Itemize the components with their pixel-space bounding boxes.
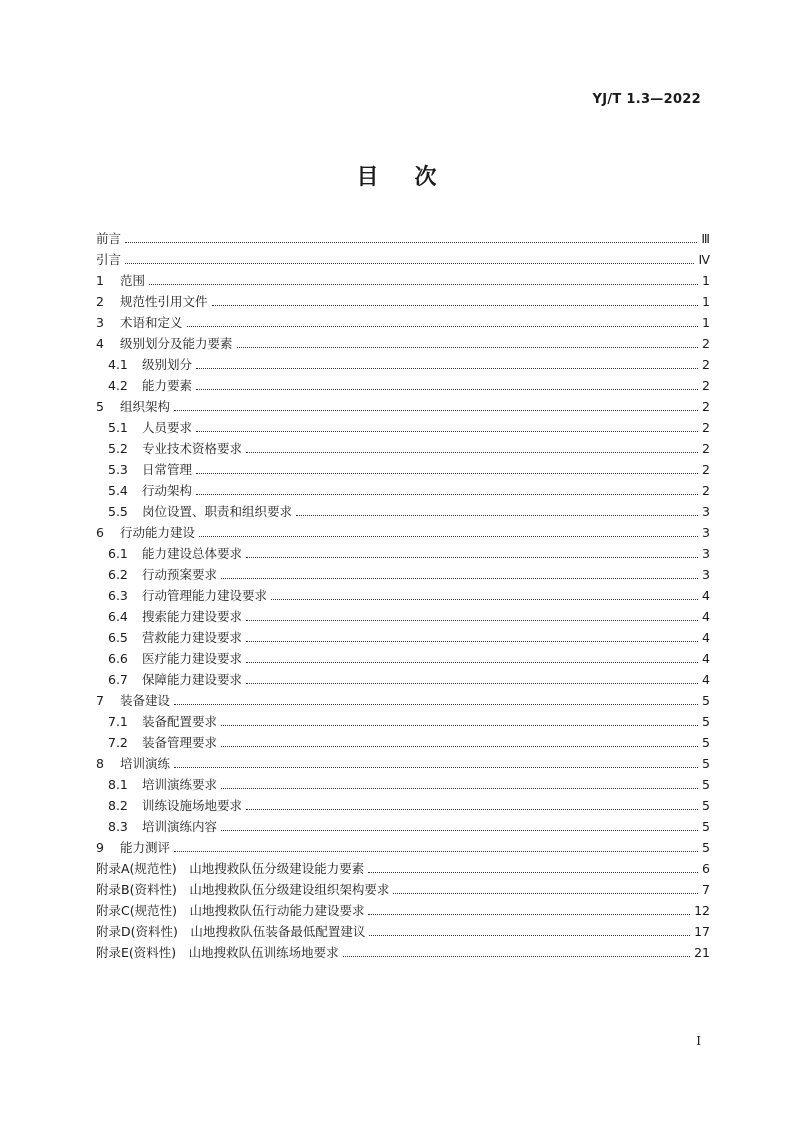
toc-entry-title: 日常管理 bbox=[142, 462, 193, 477]
toc-entry[interactable] bbox=[96, 331, 710, 352]
toc-entry[interactable] bbox=[96, 898, 710, 919]
dot-leader bbox=[246, 682, 698, 684]
toc-entry[interactable] bbox=[96, 877, 710, 898]
toc-entry-page: 4 bbox=[702, 672, 710, 687]
toc-entry-number: 6 bbox=[96, 525, 104, 540]
toc-entry[interactable] bbox=[96, 415, 710, 436]
dot-leader bbox=[221, 577, 698, 579]
toc-entry[interactable] bbox=[96, 289, 710, 310]
toc-entry-title: 人员要求 bbox=[142, 420, 193, 435]
toc-entry-page: 2 bbox=[702, 336, 710, 351]
toc-entry-title: 能力要素 bbox=[142, 378, 193, 393]
toc-entry-title: 术语和定义 bbox=[120, 315, 183, 330]
toc-entry-title: 培训演练 bbox=[120, 756, 171, 771]
toc-entry-page: 2 bbox=[702, 462, 710, 477]
toc-entry[interactable] bbox=[96, 646, 710, 667]
toc-entry-page: 2 bbox=[702, 441, 710, 456]
toc-entry-title: 行动能力建设 bbox=[120, 525, 196, 540]
toc-entry-title: 能力测评 bbox=[120, 840, 171, 855]
toc-entry-page: 1 bbox=[702, 315, 710, 330]
toc-entry[interactable] bbox=[96, 520, 710, 541]
toc-entry[interactable] bbox=[96, 730, 710, 751]
toc-entry-page: 5 bbox=[702, 819, 710, 834]
dot-leader bbox=[221, 745, 698, 747]
toc-entry-page: 1 bbox=[702, 294, 710, 309]
toc-entry-number: 6.2 bbox=[108, 567, 128, 582]
toc-entry-page: 2 bbox=[702, 399, 710, 414]
toc-entry-number: 1 bbox=[96, 273, 104, 288]
toc-entry-number: 6.3 bbox=[108, 588, 128, 603]
toc-entry-title: 专业技术资格要求 bbox=[142, 441, 243, 456]
toc-entry[interactable] bbox=[96, 751, 710, 772]
dot-leader bbox=[221, 724, 698, 726]
toc-entry-title: 范围 bbox=[120, 273, 146, 288]
toc-entry[interactable] bbox=[96, 394, 710, 415]
toc-entry-title: 保障能力建设要求 bbox=[142, 672, 243, 687]
toc-entry[interactable] bbox=[96, 835, 710, 856]
toc-entry[interactable] bbox=[96, 772, 710, 793]
toc-entry-number: 5.3 bbox=[108, 462, 128, 477]
toc-entry-number: 6.1 bbox=[108, 546, 128, 561]
dot-leader bbox=[221, 829, 698, 831]
toc-entry-title: 行动管理能力建设要求 bbox=[142, 588, 268, 603]
toc-entry-title: 附录B(资料性) 山地搜救队伍分级建设组织架构要求 bbox=[96, 882, 390, 897]
toc-entry-number: 8.2 bbox=[108, 798, 128, 813]
toc-entry-page: 12 bbox=[694, 903, 710, 918]
toc-entry-page: 7 bbox=[702, 882, 710, 897]
dot-leader bbox=[196, 388, 698, 390]
toc-entry-number: 7.1 bbox=[108, 714, 128, 729]
toc-entry-page: 4 bbox=[702, 630, 710, 645]
toc-entry-title: 行动架构 bbox=[142, 483, 193, 498]
toc-entry[interactable] bbox=[96, 478, 710, 499]
toc-entry-title: 前言 bbox=[96, 231, 122, 246]
dot-leader bbox=[246, 451, 698, 453]
toc-entry-page: 2 bbox=[702, 378, 710, 393]
toc-entry-page: 5 bbox=[702, 735, 710, 750]
toc-entry-page: 17 bbox=[694, 924, 710, 939]
toc-entry-page: 4 bbox=[702, 651, 710, 666]
toc-entry-page: Ⅲ bbox=[701, 231, 710, 246]
toc-entry-page: 5 bbox=[702, 756, 710, 771]
toc-entry[interactable] bbox=[96, 814, 710, 835]
dot-leader bbox=[246, 808, 698, 810]
dot-leader bbox=[237, 346, 698, 348]
toc-entry-page: 3 bbox=[702, 504, 710, 519]
toc-entry-number: 6.7 bbox=[108, 672, 128, 687]
toc-entry[interactable] bbox=[96, 541, 710, 562]
toc-entry-number: 4 bbox=[96, 336, 104, 351]
toc-entry-title: 附录D(资料性) 山地搜救队伍装备最低配置建议 bbox=[96, 924, 366, 939]
toc-entry[interactable] bbox=[96, 667, 710, 688]
toc-entry-title: 装备建设 bbox=[120, 693, 171, 708]
toc-entry[interactable] bbox=[96, 793, 710, 814]
toc-entry-page: 6 bbox=[702, 861, 710, 876]
toc-entry-title: 营救能力建设要求 bbox=[142, 630, 243, 645]
toc-entry-number: 5.1 bbox=[108, 420, 128, 435]
toc-entry-page: 4 bbox=[702, 588, 710, 603]
toc-entry[interactable] bbox=[96, 688, 710, 709]
toc-entry-title: 装备管理要求 bbox=[142, 735, 218, 750]
toc-entry-number: 5 bbox=[96, 399, 104, 414]
toc-entry[interactable] bbox=[96, 604, 710, 625]
toc-entry-page: 3 bbox=[702, 525, 710, 540]
toc-entry-page: 1 bbox=[702, 273, 710, 288]
toc-entry-title: 附录C(规范性) 山地搜救队伍行动能力建设要求 bbox=[96, 903, 365, 918]
toc-entry-number: 5.2 bbox=[108, 441, 128, 456]
toc-entry-page: Ⅳ bbox=[698, 252, 710, 267]
toc-entry[interactable] bbox=[96, 562, 710, 583]
toc-entry-page: 5 bbox=[702, 714, 710, 729]
toc-entry-page: 5 bbox=[702, 798, 710, 813]
toc-entry-title: 医疗能力建设要求 bbox=[142, 651, 243, 666]
toc-entry-number: 7.2 bbox=[108, 735, 128, 750]
toc-entry[interactable] bbox=[96, 373, 710, 394]
dot-leader bbox=[196, 493, 698, 495]
toc-entry-title: 培训演练内容 bbox=[142, 819, 218, 834]
dot-leader bbox=[125, 241, 697, 243]
toc-entry-title: 搜索能力建设要求 bbox=[142, 609, 243, 624]
dot-leader bbox=[174, 850, 698, 852]
toc-entry[interactable] bbox=[96, 583, 710, 604]
toc-entry-number: 5.5 bbox=[108, 504, 128, 519]
toc-entry-page: 2 bbox=[702, 357, 710, 372]
toc-entry-page: 2 bbox=[702, 420, 710, 435]
toc-entry-number: 6.5 bbox=[108, 630, 128, 645]
dot-leader bbox=[125, 262, 694, 264]
toc-entry-number: 2 bbox=[96, 294, 104, 309]
toc-entry-number: 6.6 bbox=[108, 651, 128, 666]
toc-entry-page: 2 bbox=[702, 483, 710, 498]
toc-entry-number: 4.2 bbox=[108, 378, 128, 393]
toc-entry-title: 级别划分及能力要素 bbox=[120, 336, 233, 351]
toc-entry-number: 4.1 bbox=[108, 357, 128, 372]
dot-leader bbox=[246, 640, 698, 642]
dot-leader bbox=[246, 556, 698, 558]
toc-entry-title: 附录E(资料性) 山地搜救队伍训练场地要求 bbox=[96, 945, 339, 960]
dot-leader bbox=[369, 934, 690, 936]
page-title: 目次 bbox=[356, 165, 473, 190]
toc-entry-number: 9 bbox=[96, 840, 104, 855]
toc-entry-number: 3 bbox=[96, 315, 104, 330]
dot-leader bbox=[246, 661, 698, 663]
toc-entry[interactable] bbox=[96, 226, 710, 247]
toc-entry-page: 5 bbox=[702, 693, 710, 708]
toc-entry[interactable] bbox=[96, 499, 710, 520]
page-number: I bbox=[696, 1034, 701, 1048]
document-code: YJ/T 1.3—2022 bbox=[592, 92, 701, 107]
toc-entry-number: 8.1 bbox=[108, 777, 128, 792]
dot-leader bbox=[271, 598, 698, 600]
toc-entry-title: 规范性引用文件 bbox=[120, 294, 208, 309]
dot-leader bbox=[174, 703, 698, 705]
toc-entry-number: 6.4 bbox=[108, 609, 128, 624]
dot-leader bbox=[296, 514, 698, 516]
toc-entry[interactable] bbox=[96, 709, 710, 730]
dot-leader bbox=[343, 955, 690, 957]
toc-entry-page: 5 bbox=[702, 777, 710, 792]
dot-leader bbox=[174, 409, 698, 411]
toc-entry-page: 21 bbox=[694, 945, 710, 960]
toc-entry[interactable] bbox=[96, 247, 710, 268]
dot-leader bbox=[368, 871, 698, 873]
toc-entry-title: 级别划分 bbox=[142, 357, 193, 372]
toc-entry[interactable] bbox=[96, 352, 710, 373]
dot-leader bbox=[149, 283, 698, 285]
toc-entry-page: 3 bbox=[702, 546, 710, 561]
toc-entry[interactable] bbox=[96, 268, 710, 289]
toc-entry[interactable] bbox=[96, 457, 710, 478]
toc-entry-page: 5 bbox=[702, 840, 710, 855]
toc-entry-number: 5.4 bbox=[108, 483, 128, 498]
toc-entry-title: 培训演练要求 bbox=[142, 777, 218, 792]
toc-entry[interactable] bbox=[96, 940, 710, 961]
table-of-contents bbox=[96, 226, 710, 961]
dot-leader bbox=[212, 304, 698, 306]
toc-entry-title: 行动预案要求 bbox=[142, 567, 218, 582]
toc-entry-number: 8 bbox=[96, 756, 104, 771]
dot-leader bbox=[368, 913, 690, 915]
toc-entry-title: 训练设施场地要求 bbox=[142, 798, 243, 813]
dot-leader bbox=[221, 787, 698, 789]
toc-entry-title: 附录A(规范性) 山地搜救队伍分级建设能力要素 bbox=[96, 861, 365, 876]
toc-entry[interactable] bbox=[96, 919, 710, 940]
dot-leader bbox=[196, 430, 698, 432]
toc-entry-title: 引言 bbox=[96, 252, 122, 267]
toc-entry-title: 组织架构 bbox=[120, 399, 171, 414]
toc-entry-title: 能力建设总体要求 bbox=[142, 546, 243, 561]
toc-entry[interactable] bbox=[96, 856, 710, 877]
dot-leader bbox=[187, 325, 698, 327]
dot-leader bbox=[196, 472, 698, 474]
dot-leader bbox=[174, 766, 698, 768]
toc-entry-title: 岗位设置、职责和组织要求 bbox=[142, 504, 293, 519]
toc-entry[interactable] bbox=[96, 310, 710, 331]
dot-leader bbox=[199, 535, 698, 537]
toc-entry[interactable] bbox=[96, 625, 710, 646]
toc-entry-page: 3 bbox=[702, 567, 710, 582]
toc-entry-page: 4 bbox=[702, 609, 710, 624]
toc-entry-title: 装备配置要求 bbox=[142, 714, 218, 729]
toc-entry-number: 7 bbox=[96, 693, 104, 708]
toc-entry[interactable] bbox=[96, 436, 710, 457]
dot-leader bbox=[246, 619, 698, 621]
dot-leader bbox=[393, 892, 698, 894]
dot-leader bbox=[196, 367, 698, 369]
toc-entry-number: 8.3 bbox=[108, 819, 128, 834]
